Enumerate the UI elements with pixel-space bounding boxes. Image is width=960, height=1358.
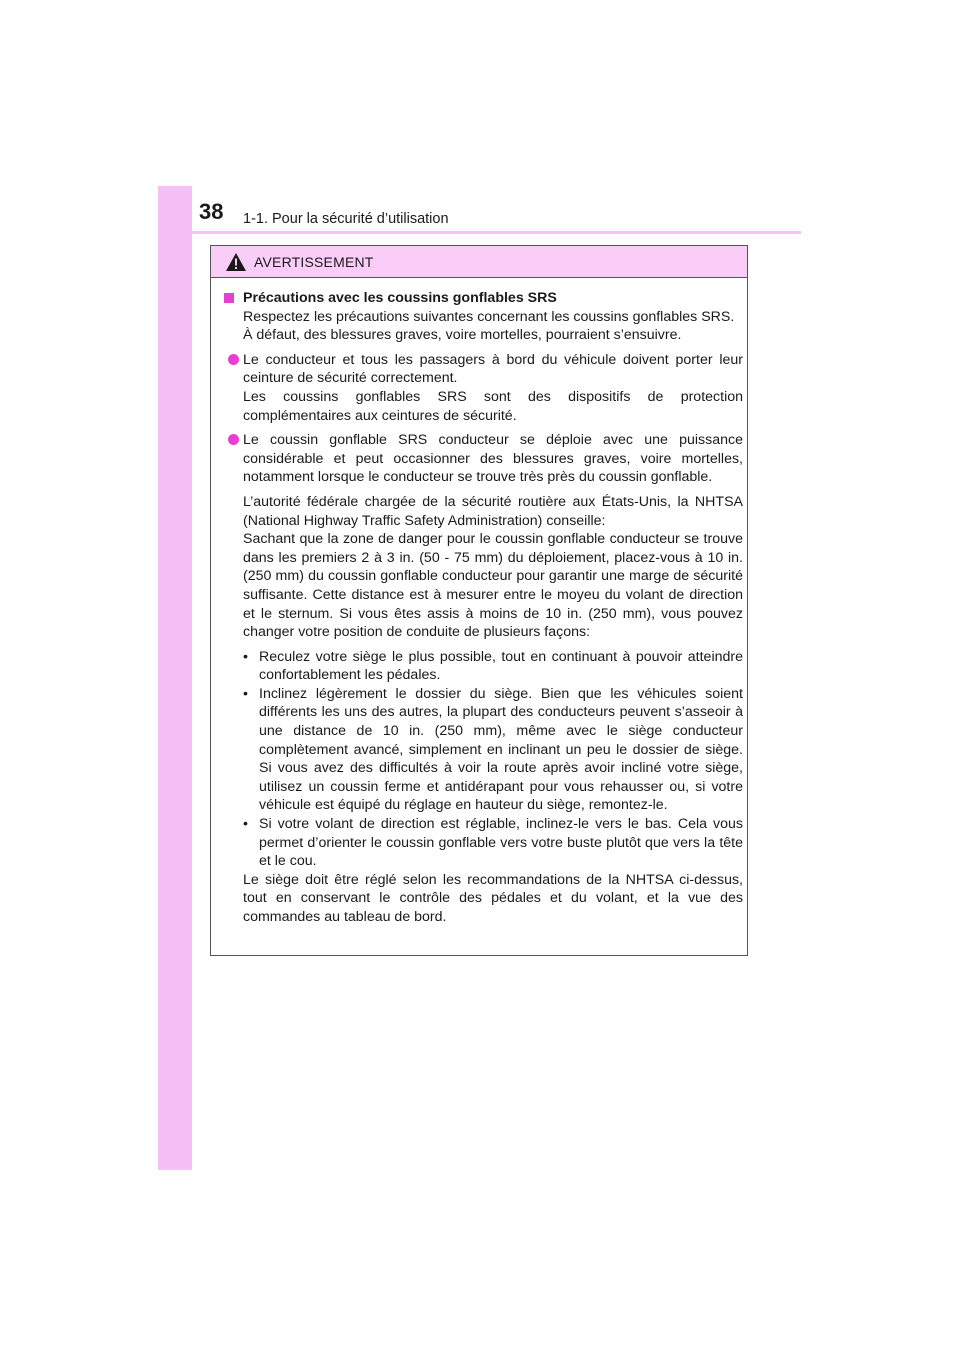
- bullet-1-text-a: Le conducteur et tous les passagers à bord du véhicule doivent porter leur ceinture de sécurité correctement.: [243, 351, 743, 387]
- bullet-2-text: Le coussin gonflable SRS conducteur se déploie avec une puissance considérable et peut occasionner des blessures graves, voire mortelles, notamment lorsque le conducteur se trouve très près du coussin gonflable.: [243, 432, 743, 486]
- warning-label: AVERTISSEMENT: [254, 253, 374, 270]
- bullet-item-1: [228, 351, 743, 425]
- square-bullet-icon: [224, 293, 234, 303]
- warning-title: [211, 289, 743, 308]
- side-tab-band: [158, 186, 192, 1170]
- closing-paragraph: Le siège doit être réglé selon les recommandations de la NHTSA ci-dessus, tout en conservant le contrôle des pédales et du volant, et la vue des commandes au tableau de bord.: [243, 871, 743, 925]
- bullet-item-2: [228, 431, 743, 487]
- warning-header: [211, 246, 747, 278]
- section-title: 1-1. Pour la sécurité d’utilisation: [243, 211, 449, 227]
- header-rule: [158, 231, 801, 234]
- warning-box: [210, 245, 748, 956]
- round-bullet-icon: [228, 354, 239, 365]
- round-bullet-icon: [228, 434, 239, 445]
- intro-paragraph-2: À défaut, des blessures graves, voire mortelles, pourraient s’ensuivre.: [243, 327, 682, 344]
- dash-item-2: [243, 685, 743, 815]
- warning-body: [211, 289, 747, 927]
- page-number: 38: [199, 199, 224, 224]
- warning-title-text: Précautions avec les coussins gonflables SRS: [243, 290, 557, 306]
- dash-2-text: Inclinez légèrement le dossier du siège. Bien que les véhicules soient différents les uns des autres, la plupart des conducteurs peuvent s’asseoir à une distance de 10 in. (250 mm), même avec le siège conducteur complètement avancé, simplement en inclinant un peu le dossier de siège. Si vous avez des difficultés à voir la route après avoir incliné votre siège, utilisez un coussin ferme et antidérapant pour vous rehausser ou, si votre véhicule est équipé du réglage en hauteur du siège, remontez-le.: [259, 685, 743, 814]
- dash-marker: •: [243, 685, 248, 702]
- dash-3-text: Si votre volant de direction est réglable, inclinez-le vers le bas. Cela vous permet d’orienter le coussin gonflable vers votre buste plutôt que vers la tête et le cou.: [259, 816, 743, 870]
- bullet-1-text-b: Les coussins gonflables SRS sont des dispositifs de protection complémentaires aux ceintures de sécurité.: [243, 388, 743, 424]
- dash-item-3: [243, 815, 743, 871]
- dash-marker: •: [243, 648, 248, 665]
- dash-1-text: Reculez votre siège le plus possible, tout en continuant à pouvoir atteindre confortablement les pédales.: [259, 648, 743, 684]
- dash-marker: •: [243, 816, 248, 833]
- warning-triangle-icon: [225, 252, 247, 272]
- nhtsa-paragraph-2: Sachant que la zone de danger pour le coussin gonflable conducteur se trouve dans les premiers 2 à 3 in. (50 - 75 mm) du déploiement, placez-vous à 10 in. (250 mm) du coussin gonflable conducteur pour garantir une marge de sécurité suffisante. Cette distance est à mesurer entre le moyeu du volant de direction et le sternum. Si vous êtes assis à moins de 10 in. (250 mm), vous pouvez changer votre position de conduite de plusieurs façons:: [243, 531, 743, 641]
- dash-item-1: [243, 648, 743, 685]
- nhtsa-paragraph-1: L’autorité fédérale chargée de la sécurité routière aux États-Unis, la NHTSA (National Highway Traffic Safety Administration) conseille:: [243, 493, 743, 529]
- intro-paragraph-1: Respectez les précautions suivantes concernant les coussins gonflables SRS.: [243, 308, 735, 325]
